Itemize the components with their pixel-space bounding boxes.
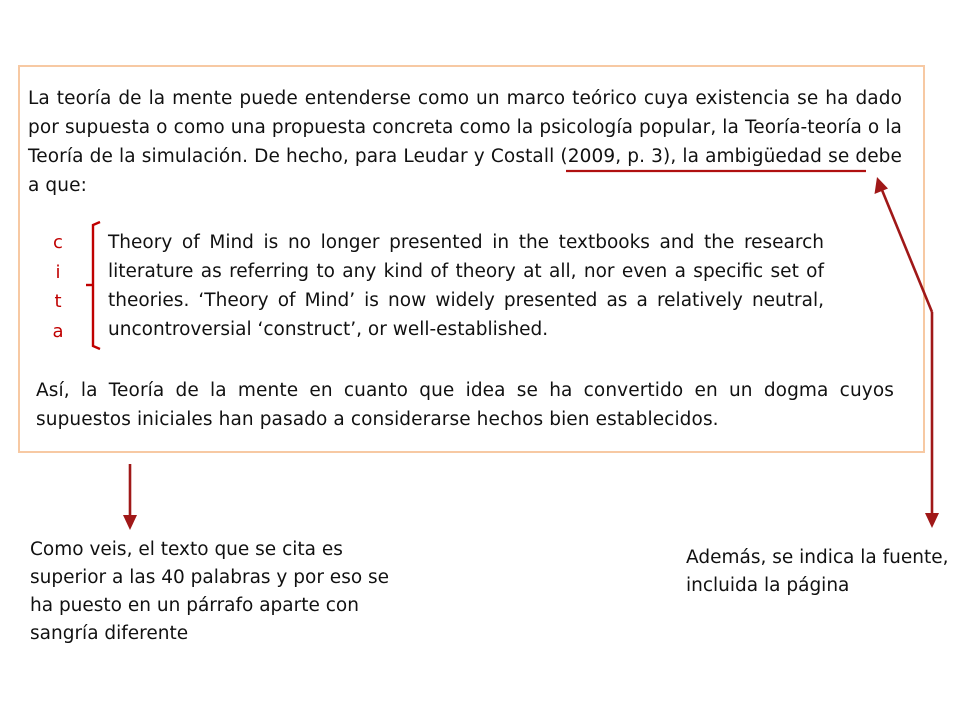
cita-letter: t [54,291,62,312]
arrow-to-citation [875,177,933,312]
intro-text-before: La teoría de la mente puede entenderse como un marco teórico cuya existencia se ha dado por supuesta o como una propuesta concreta como la psicología popular, la Teoría-teoría o la Teoría de la simulación. De hecho, para [28,88,902,167]
cita-letter: i [55,261,61,283]
cita-letter: c [53,232,63,253]
citation-reference: Leudar y Costall (2009, p. 3) [403,146,671,167]
arrow-down-right [925,312,939,528]
note-source: Además, se indica la fuente, incluida la página [686,547,949,596]
conclusion-paragraph: Así, la Teoría de la mente en cuanto que idea se ha convertido en un dogma cuyos supuestos iniciales han pasado a considerarse hechos bien establecidos. [36,380,894,430]
note-indentation: Como veis, el texto que se cita es superior a las 40 palabras y por eso se ha puesto en un párrafo aparte con sangría diferente [30,539,390,644]
cita-letter: a [52,320,64,342]
block-quote: Theory of Mind is no longer presented in the textbooks and the research literature as referring to any kind of theory at all, nor even a specific set of theories. ‘Theory of Mind’ is now widely presented as a relatively neutral, uncontroversial ‘construct’, or well-established. [108,232,824,340]
arrow-down-left [123,464,137,530]
intro-text-after: , la ambigüedad se debe a que: [28,146,903,196]
quote-bracket [93,222,100,349]
